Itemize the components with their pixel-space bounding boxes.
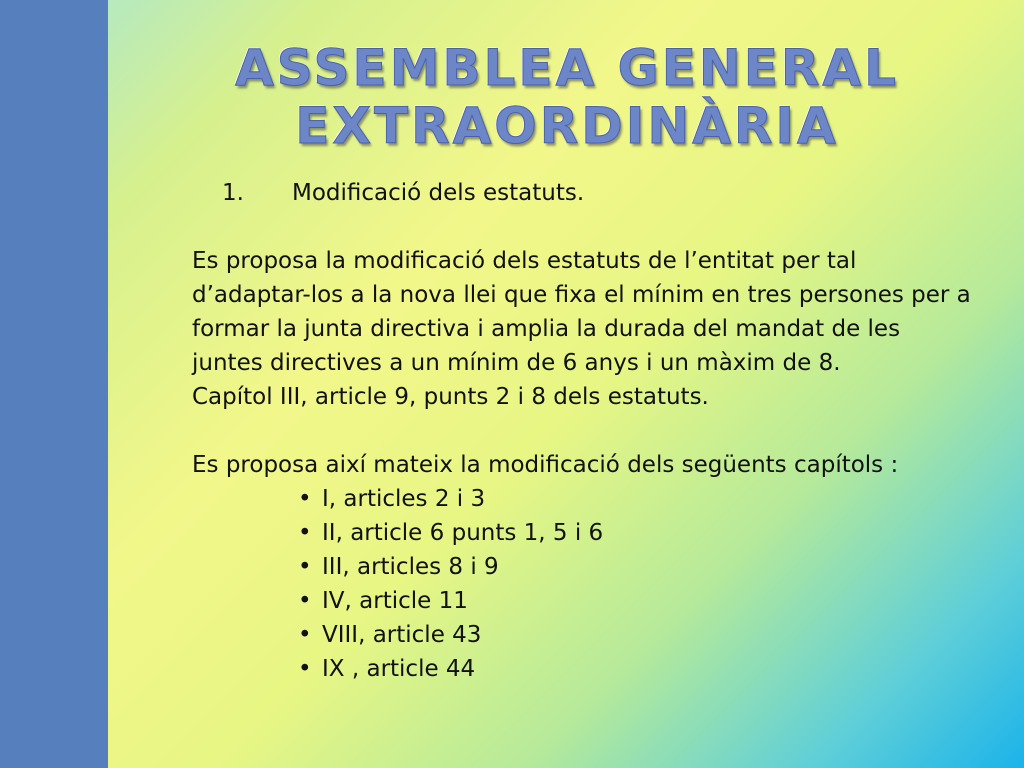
slide-title-line1: ASSEMBLEA GENERAL	[235, 39, 899, 97]
list-item	[292, 652, 972, 686]
paragraph-proposal: Es proposa la modificació dels estatuts de l’entitat per tal d’adaptar-los a la nova llei que fixa el mínim en tres persones per a formar la junta directiva i amplia la durada del mandat de les juntes directives a un mínim de 6 anys i un màxim de 8.	[192, 248, 971, 376]
chapter-list	[192, 482, 972, 686]
list-item	[292, 516, 972, 550]
list-item-text: II, article 6 punts 1, 5 i 6	[322, 520, 604, 546]
list-item-text: IV, article 11	[322, 588, 468, 614]
list-item-text: IX , article 44	[322, 656, 476, 682]
list-item-text: VIII, article 43	[322, 622, 482, 648]
bullet-icon: •	[298, 656, 312, 682]
list-item	[292, 584, 972, 618]
paragraph-additional-proposal: Es proposa així mateix la modificació dels següents capítols :	[192, 452, 899, 478]
list-item-text: III, articles 8 i 9	[322, 554, 499, 580]
list-item	[292, 618, 972, 652]
spacer	[192, 414, 972, 448]
slide-title-line2: EXTRAORDINÀRIA	[295, 97, 839, 155]
bullet-icon: •	[298, 554, 312, 580]
bullet-icon: •	[298, 622, 312, 648]
slide-content	[192, 176, 972, 686]
bullet-icon: •	[298, 520, 312, 546]
left-accent-bar	[0, 0, 108, 768]
item-title: Modificació dels estatuts.	[292, 180, 585, 206]
bullet-icon: •	[298, 486, 312, 512]
paragraph-chapter-reference: Capítol III, article 9, punts 2 i 8 dels estatuts.	[192, 384, 709, 410]
list-item	[292, 550, 972, 584]
numbered-item	[192, 176, 972, 210]
item-number: 1.	[222, 180, 244, 206]
bullet-icon: •	[298, 588, 312, 614]
list-item	[292, 482, 972, 516]
list-item-text: I, articles 2 i 3	[322, 486, 486, 512]
